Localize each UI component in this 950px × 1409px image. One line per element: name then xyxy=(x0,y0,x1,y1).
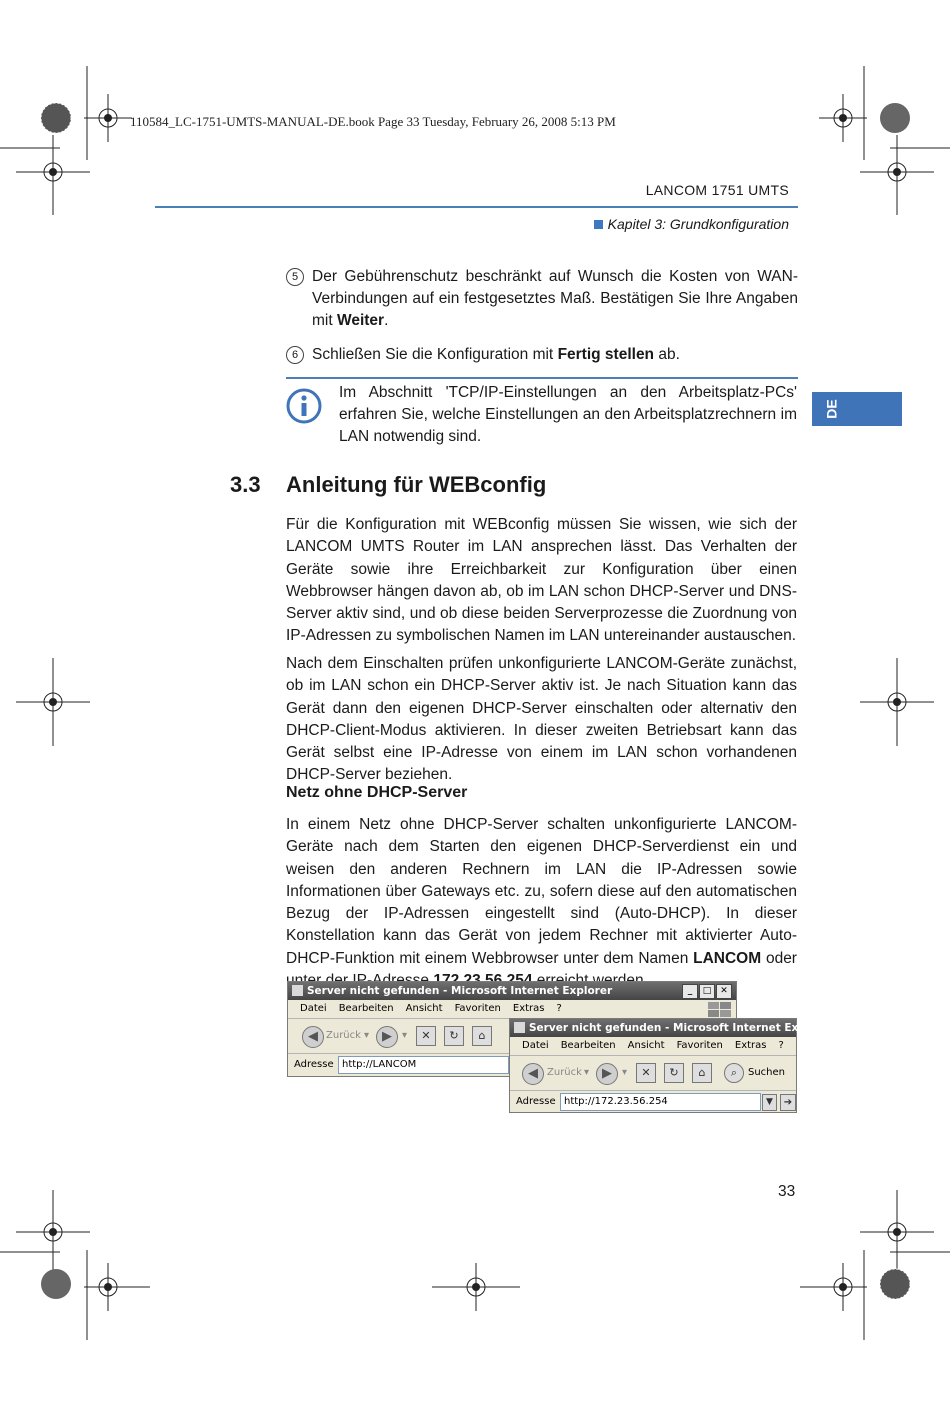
window-title: Server nicht gefunden - Microsoft Internet Explorer xyxy=(307,985,613,997)
header-rule xyxy=(155,206,798,208)
step-6 xyxy=(286,344,798,366)
print-slug: 110584_LC-1751-UMTS-MANUAL-DE.book Page 33 Tuesday, February 26, 2008 5:13 PM xyxy=(130,114,616,129)
section-title: Anleitung für WEBconfig xyxy=(286,472,547,497)
chapter-label: Kapitel 3: Grundkonfiguration xyxy=(607,216,789,232)
menu-bearbeiten[interactable]: Bearbeiten xyxy=(560,1040,616,1051)
step-5 xyxy=(286,266,798,332)
menu-bar xyxy=(288,1000,736,1019)
menu-help[interactable]: ? xyxy=(778,1040,784,1051)
menu-bearbeiten[interactable]: Bearbeiten xyxy=(338,1003,394,1014)
window-title-bar xyxy=(288,982,736,1000)
address-bar xyxy=(510,1091,796,1113)
language-tab xyxy=(812,392,902,426)
menu-ansicht[interactable]: Ansicht xyxy=(405,1003,443,1014)
subsection-title: Netz ohne DHCP-Server xyxy=(286,784,468,801)
language-tab-label: DE xyxy=(823,399,840,419)
menu-extras[interactable]: Extras xyxy=(734,1040,767,1051)
back-label[interactable]: Zurück xyxy=(326,1030,361,1041)
step-number: 5 xyxy=(286,268,304,286)
info-note: Im Abschnitt 'TCP/IP-Einstellungen an den Arbeitsplatz-PCs' erfahren Sie, welche Einstellungen an den Arbeitsplatzrechnern im LAN notwendig sind. xyxy=(339,384,797,445)
address-dropdown-icon[interactable]: ▼ xyxy=(762,1094,777,1111)
stop-icon[interactable]: ✕ xyxy=(636,1063,656,1083)
back-icon[interactable]: ◀ xyxy=(522,1063,544,1085)
paragraph: Für die Konfiguration mit WEBconfig müssen Sie wissen, wie sich der LANCOM UMTS Router im LAN ansprechen lässt. Das Verhalten der Geräte sowie ihre Erreichbarkeit zur Konfiguration über einen Webbrowser hängen davon ab, ob im LAN schon DHCP-Server und DNS-Server aktiv sind, und ob diese beiden Serverprozesse die Zuordnung von IP-Adressen zu symbolischen Namen im LAN untereinander austauschen. xyxy=(286,516,797,645)
browser-window-ip xyxy=(509,1018,835,1113)
chapter-square-icon xyxy=(594,220,603,229)
go-arrow-icon[interactable]: ➔ xyxy=(780,1094,796,1111)
refresh-icon[interactable]: ↻ xyxy=(664,1063,684,1083)
paragraph: Nach dem Einschalten prüfen unkonfigurierte LANCOM-Geräte zunächst, ob im LAN schon ein DHCP-Server aktiv ist. Je nach Situation kann das Gerät dann den eigenen DHCP-Server einschalten oder alternativ den DHCP-Client-Modus aktivieren. In dieser zweiten Betriebsart kann das Gerät selbst eine IP-Adresse von einem im LAN schon vorhandenen DHCP-Server beziehen. xyxy=(286,655,797,784)
window-title: Server nicht gefunden - Microsoft Internet Explorer xyxy=(529,1022,835,1034)
info-rule xyxy=(286,377,798,379)
search-icon[interactable]: ⌕ xyxy=(724,1063,744,1083)
section-number: 3.3 xyxy=(230,472,261,497)
subsection-paragraph: In einem Netz ohne DHCP-Server schalten unkonfigurierte LANCOM-Geräte nach dem Starten den eigenen DHCP-Serverdienst ein und weisen den anderen Rechnern im LAN die IP-Adressen sowie Informationen über Gateways etc. zu, sofern diese auf den automatischen Bezug der IP-Adressen eingestellt sind (Auto-DHCP). In dieser Konstellation kann das Gerät von jedem Rechner mit aktivierter Auto-DHCP-Funktion mit einem Webbrowser unter dem Namen LANCOM oder xyxy=(286,816,797,967)
home-icon[interactable]: ⌂ xyxy=(472,1026,492,1046)
menu-bar xyxy=(510,1037,796,1056)
forward-dropdown-icon[interactable]: ▾ xyxy=(402,1030,408,1041)
info-icon xyxy=(286,388,322,424)
address-input[interactable]: http://LANCOM xyxy=(338,1056,509,1074)
forward-icon[interactable]: ▶ xyxy=(596,1063,618,1085)
ie-icon xyxy=(514,1022,525,1033)
menu-favoriten[interactable]: Favoriten xyxy=(676,1040,723,1051)
step-text: Der Gebührenschutz beschränkt auf Wunsch die Kosten von WAN-Verbindungen auf ein festgesetztes Maß. Bestätigen Sie Ihre Angaben mit Weiter. xyxy=(312,268,798,329)
forward-dropdown-icon[interactable]: ▾ xyxy=(622,1067,628,1078)
ie-icon xyxy=(292,985,303,996)
page-number: 33 xyxy=(778,1183,796,1200)
windows-logo-icon xyxy=(706,1001,732,1017)
back-icon[interactable]: ◀ xyxy=(302,1026,324,1048)
window-title-bar xyxy=(510,1019,835,1037)
maximize-button[interactable]: □ xyxy=(699,984,715,999)
menu-help[interactable]: ? xyxy=(556,1003,562,1014)
menu-extras[interactable]: Extras xyxy=(512,1003,545,1014)
search-label[interactable]: Suchen xyxy=(748,1067,786,1078)
menu-datei[interactable]: Datei xyxy=(300,1003,327,1014)
back-dropdown-icon[interactable]: ▾ xyxy=(584,1067,590,1078)
menu-favoriten[interactable]: Favoriten xyxy=(454,1003,501,1014)
address-input[interactable]: http://172.23.56.254 xyxy=(560,1093,761,1111)
home-icon[interactable]: ⌂ xyxy=(692,1063,712,1083)
step-number: 6 xyxy=(286,346,304,364)
toolbar xyxy=(510,1056,796,1091)
minimize-button[interactable]: _ xyxy=(682,984,698,999)
back-label[interactable]: Zurück xyxy=(547,1067,582,1078)
address-label: Adresse xyxy=(516,1096,556,1107)
header-chapter xyxy=(594,216,789,232)
header-product: LANCOM 1751 UMTS xyxy=(645,182,789,198)
refresh-icon[interactable]: ↻ xyxy=(444,1026,464,1046)
menu-datei[interactable]: Datei xyxy=(522,1040,549,1051)
close-button[interactable]: ✕ xyxy=(716,984,732,999)
address-label: Adresse xyxy=(294,1059,334,1070)
step-text: Schließen Sie die Konfiguration mit Fertig stellen ab. xyxy=(312,346,680,363)
forward-icon[interactable]: ▶ xyxy=(376,1026,398,1048)
stop-icon[interactable]: ✕ xyxy=(416,1026,436,1046)
back-dropdown-icon[interactable]: ▾ xyxy=(364,1030,370,1041)
menu-ansicht[interactable]: Ansicht xyxy=(627,1040,665,1051)
